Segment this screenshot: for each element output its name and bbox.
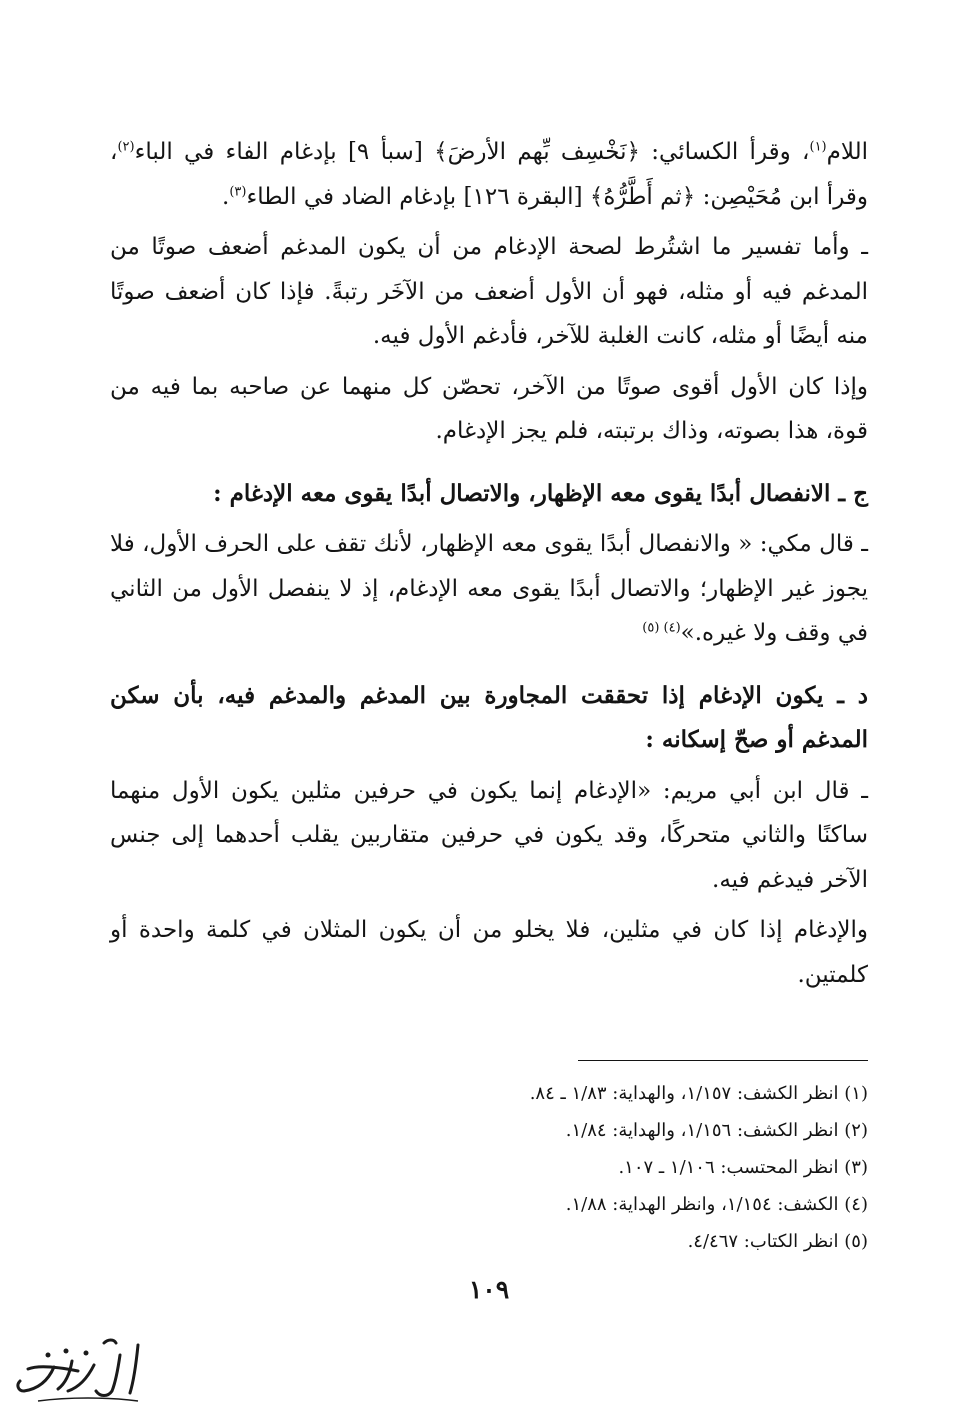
footnotes xyxy=(110,1075,868,1260)
section-heading-d: د ـ يكون الإدغام إذا تحققت المجاورة بين المدغم والمدغم فيه، بأن سكن المدغم أو صحّ إسكانه : xyxy=(110,681,868,753)
page-number: ١٠٩ xyxy=(468,1275,510,1304)
footnote-4: (٤) الكشف: ١/١٥٤، وانظر الهداية: ١/٨٨. xyxy=(565,1194,868,1215)
footnote-2: (٢) انظر الكشف: ١/١٥٦، والهداية: ١/٨٤. xyxy=(565,1120,868,1141)
text-run: ، وقرأ الكسائي: ﴿نَخْسِف بِّهم الأرضَ﴾ [سبأ ٩] بإدغام الفاء في الباء xyxy=(134,139,810,165)
footnote-ref-2[interactable]: (٢) xyxy=(117,139,135,155)
text-run: . xyxy=(222,183,230,210)
footnote-3: (٣) انظر المحتسب: ١/١٠٦ ـ ١٠٧. xyxy=(618,1157,868,1178)
footnote-ref-1[interactable]: (١) xyxy=(809,139,827,155)
footnote-ref-3[interactable]: (٣) xyxy=(229,183,247,199)
text-run: اللام xyxy=(826,139,868,165)
paragraph-3: وإذا كان الأول أقوى صوتًا من الآخر، تحصّن كل منهما عن صاحبه بما فيه من قوة، هذا بصوته، وذاك برتبته، فلم يجز الإدغام. xyxy=(110,373,868,444)
paragraph-5: ـ قال ابن أبي مريم: «الإدغام إنما يكون في حرفين مثلين يكون الأول منهما ساكنًا والثاني متحركًا، وقد يكون في حرفين متقاربين يقلب أحدهما إلى جنس الآخر فيدغم فيه. xyxy=(110,777,868,893)
paragraph-6: والإدغام إذا كان في مثلين، فلا يخلو من أن يكون المثلان في كلمة واحدة أو كلمتين. xyxy=(110,917,868,988)
text-run: ، وقرأ ابن مُحَيْصِن: ﴿ثم أَطَّرُّهُ﴾ [البقرة ١٢٦] بإدغام الضاد في الطاء xyxy=(110,139,868,210)
page-body xyxy=(110,130,868,1003)
text-run: ـ قال مكي: « والانفصال أبدًا يقوى معه الإظهار، لأنك تقف على الحرف الأول، فلا يجوز غير الإظهار؛ والاتصال أبدًا يقوى معه الإدغام، إذ لا ينفصل الأول من الثاني في وقف ولا غيره.» xyxy=(110,531,868,646)
publisher-logo xyxy=(8,1325,158,1411)
footnote-ref-4-5[interactable]: (٤) (٥) xyxy=(642,620,681,636)
paragraph-2: ـ وأما تفسير ما اشتُرط لصحة الإدغام من أن يكون المدغم أضعف صوتًا من المدغم فيه أو مثله، فهو أن الأول أضعف من الآخَر رتبةً. فإذا كان أضعف صوتًا منه أيضًا أو مثله، كانت الغلبة للآخر، فأدغم الأول فيه. xyxy=(110,234,868,349)
section-heading-c: ج ـ الانفصال أبدًا يقوى معه الإظهار، والاتصال أبدًا يقوى معه الإدغام : xyxy=(213,479,868,507)
paragraph-1 xyxy=(110,130,868,219)
footnote-5: (٥) انظر الكتاب: ٤/٤٦٧. xyxy=(687,1231,868,1252)
footnote-1: (١) انظر الكشف: ١/١٥٧، والهداية: ١/٨٣ ـ ٨٤. xyxy=(529,1083,868,1104)
paragraph-4 xyxy=(110,522,868,656)
footnote-divider xyxy=(578,1060,868,1061)
